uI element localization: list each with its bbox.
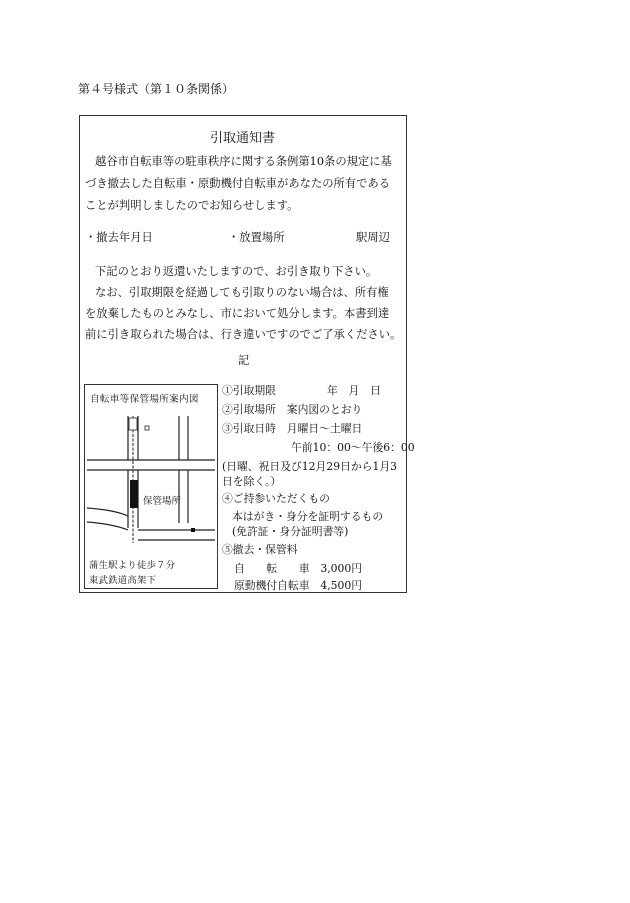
- landmark-marker: [191, 528, 195, 532]
- bring-item: 本はがき・身分を証明するもの: [232, 510, 384, 523]
- fee-moped: 原動機付自転車 4,500円: [234, 579, 363, 592]
- body-line: 下記のとおり返還いたしますので、お引き取り下さい。: [95, 265, 378, 278]
- ki-mark: 記: [238, 354, 250, 367]
- intro-line: 越谷市自転車等の駐車秩序に関する条例第10条の規定に基: [95, 155, 392, 168]
- storage-place-label: ・放置場所: [228, 231, 285, 244]
- pickup-days: ③引取日時 月曜日～土曜日: [222, 422, 363, 435]
- station-area-label: 駅周辺: [356, 231, 390, 244]
- map-caption: 蒲生駅より徒歩７分: [89, 560, 176, 571]
- removal-date-label: ・撤去年月日: [85, 231, 153, 244]
- bring-item: (免許証・身分証明書等): [232, 525, 349, 538]
- map-road: [87, 508, 128, 516]
- storage-building-marker: [130, 480, 138, 508]
- station-marker: [129, 418, 137, 430]
- body-line: なお、引取期限を経過しても引取りのない場合は、所有権: [95, 286, 389, 299]
- body-line: 前に引き取られた場合は、行き違いですのでご了承ください。: [85, 328, 402, 341]
- bring-items-label: ④ご持参いただくもの: [222, 492, 330, 505]
- intro-line: ことが判明しましたのでお知らせします。: [85, 199, 299, 212]
- map-storage-label: 保管場所: [143, 496, 182, 507]
- fee-label: ⑤撤去・保管料: [222, 543, 298, 556]
- map-title: 自転車等保管場所案内図: [90, 394, 199, 405]
- map-road: [87, 522, 128, 530]
- landmark-marker: [145, 426, 149, 430]
- intro-line: づき撤去した自転車・原動機付自転車があなたの所有である: [85, 177, 391, 190]
- deadline-label: ①引取期限: [222, 384, 276, 397]
- map-drawing: [85, 408, 217, 553]
- body-line: を放棄したものとみなし、市において処分します。本書到達: [85, 307, 390, 320]
- deadline-value: 年 月 日: [327, 384, 381, 397]
- notice-title: 引取通知書: [210, 131, 276, 146]
- pickup-hours: 午前10：00～午後6：00: [291, 441, 415, 454]
- map-caption: 東武鉄道高架下: [89, 575, 157, 586]
- pickup-exception: (日曜、祝日及び12月29日から1月3: [222, 460, 397, 473]
- form-number-label: 第４号様式（第１０条関係）: [78, 82, 235, 96]
- pickup-exception: 日を除く。）: [222, 475, 282, 488]
- pickup-place: ②引取場所 案内図のとおり: [222, 403, 363, 416]
- fee-bicycle: 自 転 車 3,000円: [234, 562, 363, 575]
